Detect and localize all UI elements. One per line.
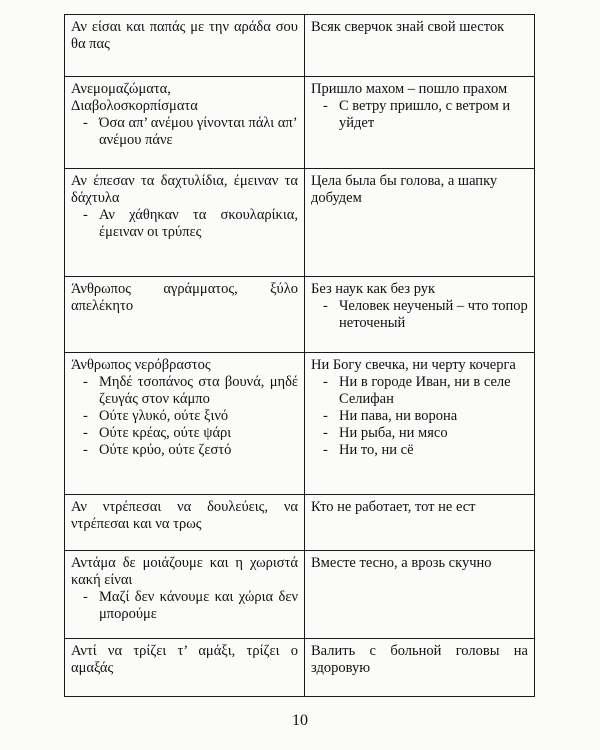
greek-cell — [65, 353, 305, 495]
greek-cell — [65, 169, 305, 277]
russian-proverb: Ни Богу свечка, ни черту кочерга — [311, 357, 516, 373]
russian-proverb: Всяк сверчок знай свой шесток — [311, 19, 505, 35]
russian-proverb: Цела была бы голова, а шапку добудем — [311, 173, 498, 206]
russian-variant: - Ни рыба, ни мясо — [311, 425, 528, 442]
greek-variant: - Ούτε κρύο, ούτε ζεστό — [71, 442, 298, 459]
table-row — [65, 551, 535, 639]
russian-cell — [305, 353, 535, 495]
greek-proverb: Άνθρωπος νερόβραστος — [71, 357, 211, 373]
greek-proverb: Άνθρωπος αγράμματος, ξύλο απελέκητο — [71, 281, 298, 314]
greek-variants — [71, 374, 298, 459]
greek-proverb: Αν ντρέπεσαι να δουλεύεις, να ντρέπεσαι και να τρως — [71, 499, 298, 532]
greek-cell — [65, 77, 305, 169]
russian-proverb: Кто не работает, тот не ест — [311, 499, 476, 515]
russian-cell — [305, 551, 535, 639]
greek-proverb: Αντάμα δε μοιάζουμε και η χωριστά κακή είναι — [71, 555, 298, 588]
greek-variant: - Ούτε γλυκό, ούτε ξινό — [71, 408, 298, 425]
table-row — [65, 15, 535, 77]
russian-cell — [305, 15, 535, 77]
greek-variant: - Μηδέ τσοπάνος στα βουνά, μηδέ ζευγάς στον κάμπο — [71, 374, 298, 408]
greek-cell — [65, 639, 305, 697]
greek-variant: - Μαζί δεν κάνουμε και χώρια δεν μπορούμε — [71, 589, 298, 623]
russian-variants — [311, 374, 528, 459]
greek-variants — [71, 589, 298, 623]
table-row — [65, 639, 535, 697]
page-number: 10 — [292, 712, 308, 729]
russian-proverb: Пришло махом – пошло прахом — [311, 81, 508, 97]
greek-cell — [65, 277, 305, 353]
russian-variant: - Ни пава, ни ворона — [311, 408, 528, 425]
greek-variant: - Ούτε κρέας, ούτε ψάρι — [71, 425, 298, 442]
greek-variant: - Αν χάθηκαν τα σκουλαρίκια, έμειναν οι τρύπες — [71, 207, 298, 241]
greek-proverb: Αν είσαι και παπάς με την αράδα σου θα πας — [71, 19, 298, 52]
russian-proverb: Без наук как без рук — [311, 281, 436, 297]
russian-cell — [305, 77, 535, 169]
greek-cell — [65, 15, 305, 77]
russian-variant: - Ни в городе Иван, ни в селе Селифан — [311, 374, 528, 408]
table-row — [65, 169, 535, 277]
greek-proverb: Ανεμομαζώματα, Διαβολοσκορπίσματα — [71, 81, 198, 114]
russian-cell — [305, 169, 535, 277]
proverbs-table — [64, 14, 535, 697]
russian-cell — [305, 277, 535, 353]
russian-variant: - С ветру пришло, с ветром и уйдет — [311, 98, 528, 132]
greek-cell — [65, 495, 305, 551]
russian-proverb: Вместе тесно, а врозь скучно — [311, 555, 492, 571]
russian-cell — [305, 495, 535, 551]
russian-variants — [311, 298, 528, 332]
greek-variants — [71, 115, 298, 149]
russian-variants — [311, 98, 528, 132]
greek-proverb: Αντί να τρίζει τ’ αμάξι, τρίζει ο αμαξάς — [71, 643, 298, 676]
russian-variant: - Человек неученый – что топор неточеный — [311, 298, 528, 332]
greek-cell — [65, 551, 305, 639]
russian-proverb: Валить с больной головы на здоровую — [311, 643, 528, 676]
russian-cell — [305, 639, 535, 697]
greek-variant: - Όσα απ’ ανέμου γίνονται πάλι απ’ ανέμου πάνε — [71, 115, 298, 149]
table-row — [65, 353, 535, 495]
greek-proverb: Αν έπεσαν τα δαχτυλίδια, έμειναν τα δάχτυλα — [71, 173, 298, 206]
table-row — [65, 277, 535, 353]
table-row — [65, 77, 535, 169]
greek-variants — [71, 207, 298, 241]
table-row — [65, 495, 535, 551]
russian-variant: - Ни то, ни сё — [311, 442, 528, 459]
